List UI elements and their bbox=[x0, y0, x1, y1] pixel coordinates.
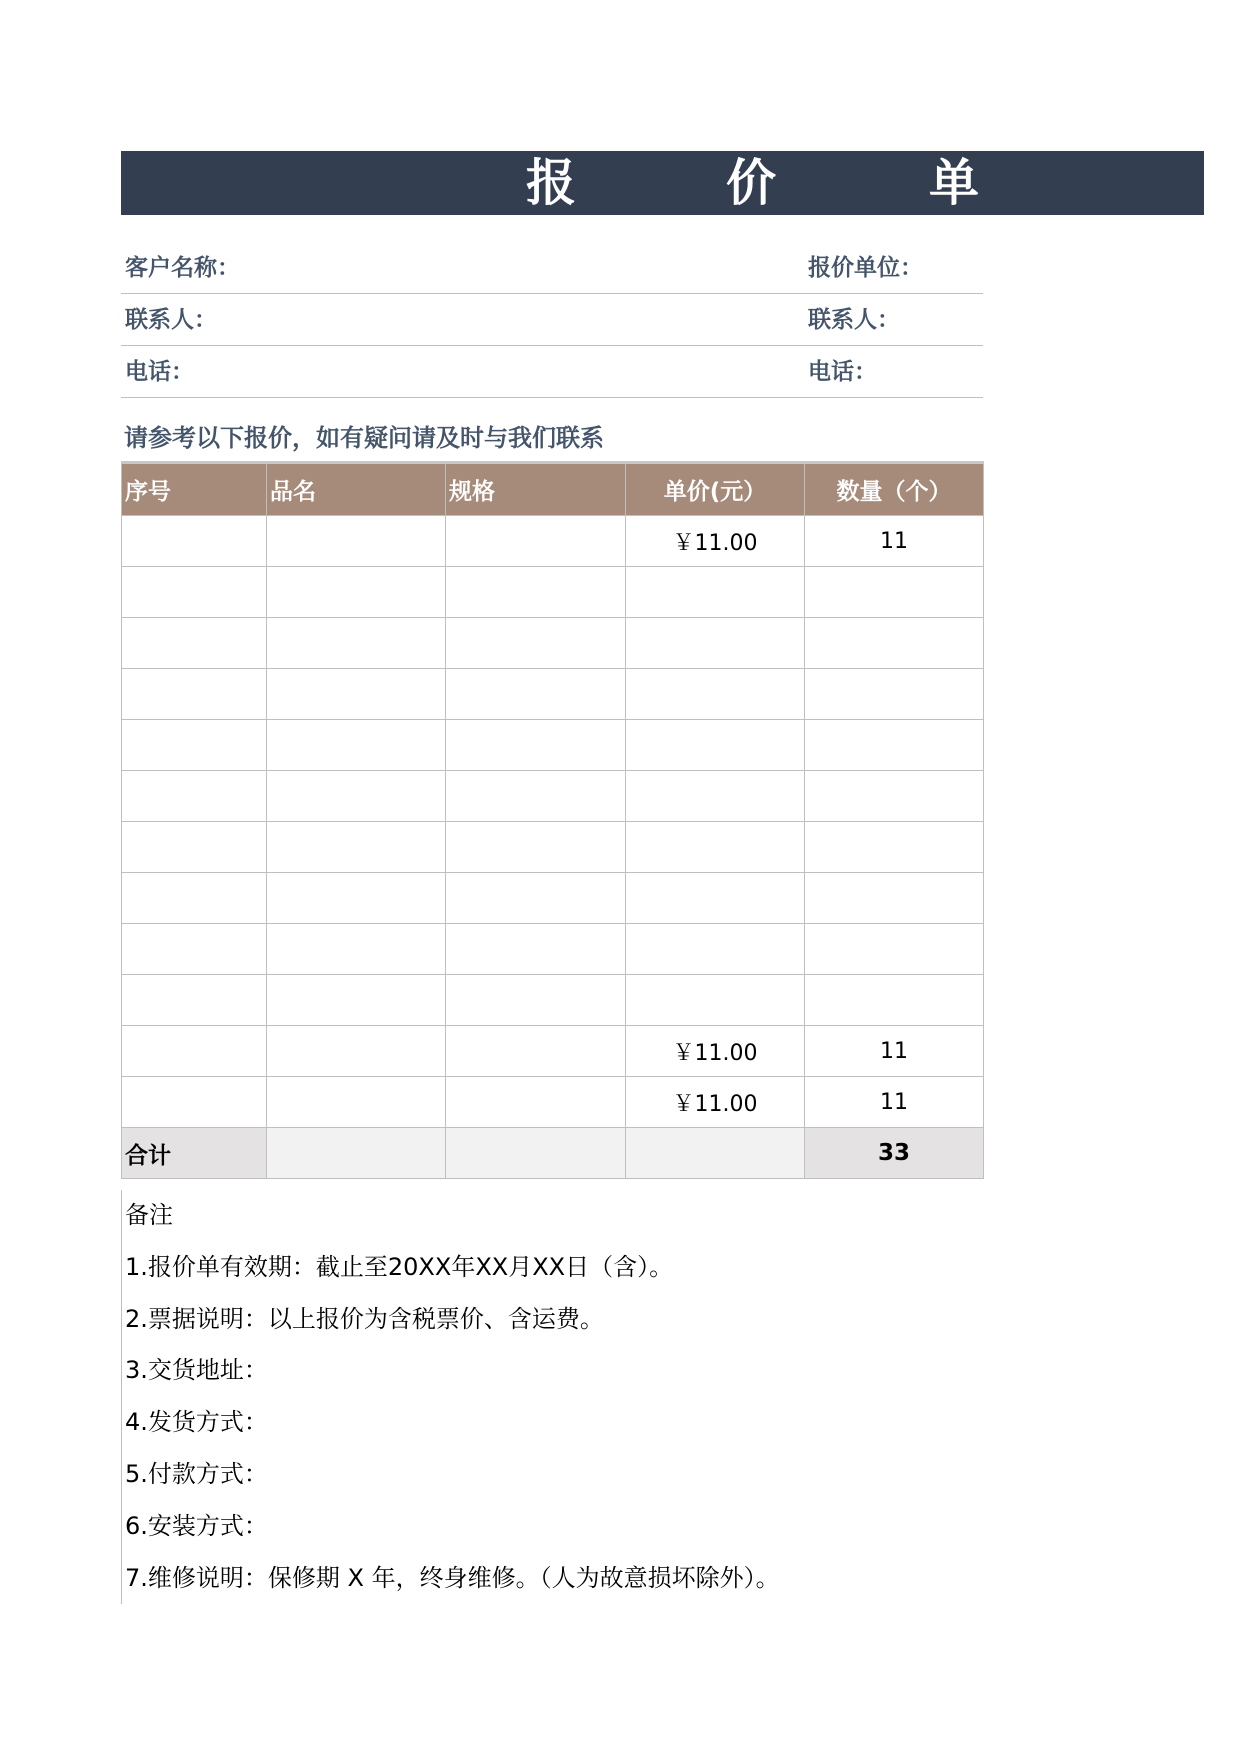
table-row bbox=[122, 924, 984, 975]
cell-name bbox=[267, 720, 446, 771]
page-title-char: 单 bbox=[929, 154, 979, 212]
cell-name bbox=[267, 924, 446, 975]
cell-name bbox=[267, 567, 446, 618]
remark-item: 7.维修说明：保修期 X 年，终身维修。（人为故意损坏除外）。 bbox=[125, 1563, 780, 1592]
cell-index bbox=[122, 822, 267, 873]
cell-price bbox=[626, 720, 805, 771]
total-cell-spec bbox=[446, 1128, 626, 1179]
cell-name bbox=[267, 669, 446, 720]
table-row bbox=[122, 618, 984, 669]
title-bar bbox=[121, 151, 1204, 215]
table-row bbox=[122, 975, 984, 1026]
quoter-unit-label: 报价单位： bbox=[808, 255, 923, 281]
cell-spec bbox=[446, 924, 626, 975]
cell-index bbox=[122, 720, 267, 771]
cell-price bbox=[626, 873, 805, 924]
table-row bbox=[122, 720, 984, 771]
cell-price bbox=[626, 975, 805, 1026]
header-name: 品名 bbox=[267, 463, 446, 516]
cell-name bbox=[267, 873, 446, 924]
page-title-char: 价 bbox=[726, 154, 776, 212]
remark-item: 4.发货方式： bbox=[125, 1408, 268, 1437]
quote-table bbox=[121, 461, 984, 1179]
header-index: 序号 bbox=[122, 463, 267, 516]
cell-qty: 11 bbox=[805, 1077, 984, 1128]
total-cell-name bbox=[267, 1128, 446, 1179]
cell-price: ￥11.00 bbox=[626, 1077, 805, 1128]
cell-spec bbox=[446, 567, 626, 618]
cell-spec bbox=[446, 618, 626, 669]
cell-spec bbox=[446, 1077, 626, 1128]
remark-item: 2.票据说明：以上报价为含税票价、含运费。 bbox=[125, 1304, 604, 1333]
cell-index bbox=[122, 1077, 267, 1128]
total-row bbox=[122, 1128, 984, 1179]
customer-name-label: 客户名称： bbox=[125, 255, 240, 281]
table-row bbox=[122, 771, 984, 822]
remarks-section bbox=[121, 1190, 984, 1604]
cell-index bbox=[122, 873, 267, 924]
info-row-phone bbox=[121, 346, 983, 398]
cell-index bbox=[122, 618, 267, 669]
info-row-contact bbox=[121, 294, 983, 346]
cell-qty bbox=[805, 618, 984, 669]
quoter-contact-label: 联系人： bbox=[808, 307, 900, 333]
cell-qty: 11 bbox=[805, 1026, 984, 1077]
page-title-char: 报 bbox=[526, 154, 576, 212]
table-row bbox=[122, 567, 984, 618]
cell-spec bbox=[446, 669, 626, 720]
cell-qty bbox=[805, 567, 984, 618]
cell-price bbox=[626, 924, 805, 975]
cell-price bbox=[626, 822, 805, 873]
cell-index bbox=[122, 924, 267, 975]
table-header-row bbox=[122, 463, 984, 516]
cell-price: ￥11.00 bbox=[626, 1026, 805, 1077]
table-row bbox=[122, 669, 984, 720]
cell-index bbox=[122, 1026, 267, 1077]
cell-price: ￥11.00 bbox=[626, 516, 805, 567]
info-row-name bbox=[121, 242, 983, 294]
cell-index bbox=[122, 975, 267, 1026]
cell-qty bbox=[805, 771, 984, 822]
cell-qty bbox=[805, 720, 984, 771]
cell-spec bbox=[446, 720, 626, 771]
remarks-heading: 备注 bbox=[125, 1201, 173, 1229]
cell-name bbox=[267, 1077, 446, 1128]
cell-index bbox=[122, 669, 267, 720]
cell-spec bbox=[446, 516, 626, 567]
customer-contact-label: 联系人： bbox=[125, 307, 217, 333]
cell-index bbox=[122, 567, 267, 618]
cell-qty bbox=[805, 975, 984, 1026]
cell-name bbox=[267, 618, 446, 669]
cell-spec bbox=[446, 873, 626, 924]
table-row bbox=[122, 873, 984, 924]
remark-item: 6.安装方式： bbox=[125, 1511, 268, 1540]
intro-text: 请参考以下报价，如有疑问请及时与我们联系 bbox=[124, 424, 604, 452]
cell-spec bbox=[446, 822, 626, 873]
cell-spec bbox=[446, 975, 626, 1026]
quoter-phone-label: 电话： bbox=[808, 359, 877, 385]
cell-qty: 11 bbox=[805, 516, 984, 567]
header-qty: 数量（个） bbox=[805, 463, 984, 516]
total-cell-price bbox=[626, 1128, 805, 1179]
customer-phone-label: 电话： bbox=[125, 359, 194, 385]
table-row bbox=[122, 1026, 984, 1077]
remark-item: 3.交货地址： bbox=[125, 1356, 268, 1385]
cell-name bbox=[267, 1026, 446, 1077]
cell-name bbox=[267, 771, 446, 822]
table-row bbox=[122, 516, 984, 567]
cell-name bbox=[267, 516, 446, 567]
header-spec: 规格 bbox=[446, 463, 626, 516]
remark-item: 5.付款方式： bbox=[125, 1459, 268, 1488]
cell-spec bbox=[446, 771, 626, 822]
table-row bbox=[122, 822, 984, 873]
cell-spec bbox=[446, 1026, 626, 1077]
table-body bbox=[122, 516, 984, 1128]
cell-name bbox=[267, 975, 446, 1026]
total-qty: 33 bbox=[805, 1128, 984, 1179]
cell-price bbox=[626, 618, 805, 669]
cell-qty bbox=[805, 669, 984, 720]
cell-qty bbox=[805, 873, 984, 924]
remark-item: 1.报价单有效期：截止至20XX年XX月XX日（含）。 bbox=[125, 1252, 674, 1281]
cell-price bbox=[626, 771, 805, 822]
cell-price bbox=[626, 669, 805, 720]
header-price: 单价(元） bbox=[626, 463, 805, 516]
cell-qty bbox=[805, 822, 984, 873]
cell-price bbox=[626, 567, 805, 618]
cell-qty bbox=[805, 924, 984, 975]
total-label: 合计 bbox=[122, 1128, 267, 1179]
table-row bbox=[122, 1077, 984, 1128]
cell-index bbox=[122, 516, 267, 567]
cell-index bbox=[122, 771, 267, 822]
cell-name bbox=[267, 822, 446, 873]
info-section bbox=[121, 242, 983, 398]
